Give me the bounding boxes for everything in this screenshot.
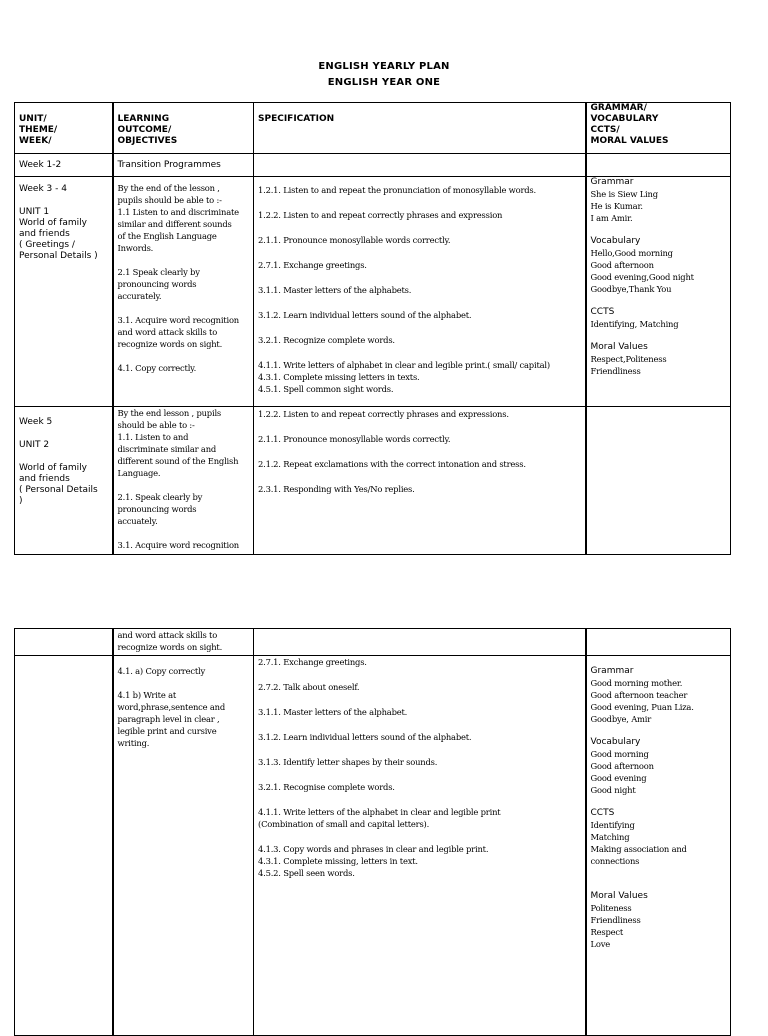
yearly-plan-table [14, 102, 731, 555]
header-learning: LEARNING OUTCOME/ OBJECTIVES [113, 103, 254, 154]
table-row [15, 154, 731, 177]
week-cell: Week 1-2 [15, 154, 113, 177]
document-title: ENGLISH YEARLY PLAN [318, 61, 450, 72]
week-cell: Week 3 - 4 UNIT 1 World of family and friends ( Greetings / Personal Details ) [15, 177, 113, 407]
learning-cell [113, 177, 254, 407]
spec-cell: 1.2.2. Listen to and repeat correctly phrases and expressions. 2.1.1. Pronounce monosyllable words correctly. 2.1.2. Repeat exclamations with the correct intonation and stress. 2.3.1. Responding with Yes/No replies. [254, 407, 586, 555]
learning-cell: By the end lesson , pupils should be able to :- 1.1. Listen to and discriminate similar and different sound of the English Language. 2.1. Speak clearly by pronouncing words accuately. 3.1. Acquire word recognition [113, 407, 254, 555]
table-row [15, 629, 731, 656]
header-row [15, 103, 731, 154]
learning-block: 2.1 Speak clearly by pronouncing words accurately. [117, 267, 200, 301]
learning-block: 4.1. Copy correctly. [117, 363, 197, 373]
week-cell [15, 629, 113, 656]
yearly-plan-table-continued [14, 628, 731, 1036]
week-cell: Week 5 UNIT 2 World of family and friends ( Personal Details ) [15, 407, 113, 555]
grammar-cell: Grammar She is Siew Ling He is Kumar. I am Amir. Vocabulary Hello,Good morning Good afternoon Good evening,Good night Goodbye,Thank You CCTS Identifying, Matching Moral Values Respect,Politeness Friendliness [586, 177, 731, 407]
table-row [15, 177, 731, 407]
header-unit: UNIT/ THEME/ WEEK/ [15, 103, 113, 154]
spec-cell [254, 629, 586, 656]
learning-block: By the end of the lesson , pupils should be able to :- 1.1 Listen to and discriminate similar and different sounds of the English Language Inwords. [117, 183, 239, 253]
learning-block: 3.1. Acquire word recognition and word attack skills to recognize words on sight. [117, 315, 239, 349]
table-row [15, 656, 731, 1036]
grammar-cell: Grammar Good morning mother. Good afternoon teacher Good evening, Puan Liza. Goodbye, Amir Vocabulary Good morning Good afternoon Good evening Good night CCTS Identifying Matching Making association and connections Moral Values Politeness Friendliness Respect Love [586, 656, 731, 1036]
learning-cell: Transition Programmes [113, 154, 254, 177]
week-cell [15, 656, 113, 1036]
document-subtitle: ENGLISH YEAR ONE [327, 77, 441, 88]
grammar-cell [586, 407, 731, 555]
grammar-cell [586, 154, 731, 177]
learning-cell: 4.1. a) Copy correctly 4.1 b) Write at word,phrase,sentence and paragraph level in clear , legible print and cursive writing. [113, 656, 254, 1036]
learning-cell: and word attack skills to recognize words on sight. [113, 629, 254, 656]
spec-cell [254, 154, 586, 177]
spec-cell: 2.7.1. Exchange greetings. 2.7.2. Talk about oneself. 3.1.1. Master letters of the alphabet. 3.1.2. Learn individual letters sound of the alphabet. 3.1.3. Identify letter shapes by their sounds. 3.2.1. Recognise complete words. 4.1.1. Write letters of the alphabet in clear and legible print (Combination of small and capital letters). 4.1.3. Copy words and phrases in clear and legible print. 4.3.1. Complete missing, letters in text. 4.5.2. Spell seen words. [254, 656, 586, 1036]
header-grammar: GRAMMAR/ VOCABULARY CCTS/ MORAL VALUES [586, 103, 731, 154]
header-specification: SPECIFICATION [254, 103, 586, 154]
grammar-cell [586, 629, 731, 656]
spec-cell: 1.2.1. Listen to and repeat the pronunciation of monosyllable words. 1.2.2. Listen to and repeat correctly phrases and expression 2.1.1. Pronounce monosyllable words correctly. 2.7.1. Exchange greetings. 3.1.1. Master letters of the alphabets. 3.1.2. Learn individual letters sound of the alphabet. 3.2.1. Recognize complete words. 4.1.1. Write letters of alphabet in clear and legible print.( small/ capital) 4.3.1. Complete missing letters in texts. 4.5.1. Spell common sight words. [254, 177, 586, 407]
table-row [15, 407, 731, 555]
